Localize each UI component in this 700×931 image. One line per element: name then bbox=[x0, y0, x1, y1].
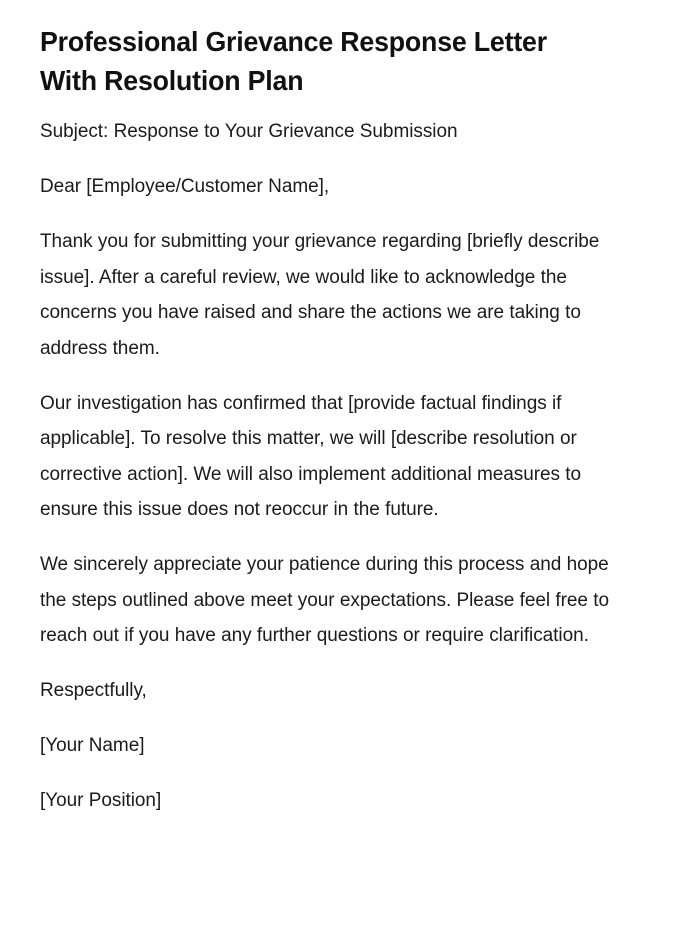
salutation: Dear [Employee/Customer Name], bbox=[40, 176, 330, 197]
body-paragraph-acknowledgement: Thank you for submitting your grievance regarding [briefly describe issue]. After a careful review, we would like to acknowledge the concerns you have raised and share the actions we are taking to address them. bbox=[40, 231, 600, 359]
body-paragraph-appreciation: We sincerely appreciate your patience during this process and hope the steps outlined above meet your expectations. Please feel free to reach out if you have any further questions or require clarification. bbox=[40, 554, 610, 646]
closing-salutation: Respectfully, bbox=[40, 680, 147, 701]
subject-line: Subject: Response to Your Grievance Submission bbox=[40, 121, 458, 142]
body-paragraph-investigation: Our investigation has confirmed that [provide factual findings if applicable]. To resolve this matter, we will [describe resolution or corrective action]. We will also implement additional measures to ensure this issue does not reoccur in the future. bbox=[40, 392, 582, 520]
signature-position-placeholder: [Your Position] bbox=[40, 790, 162, 811]
page-title: Professional Grievance Response Letter With Resolution Plan bbox=[40, 26, 547, 96]
signature-name-placeholder: [Your Name] bbox=[40, 735, 145, 756]
